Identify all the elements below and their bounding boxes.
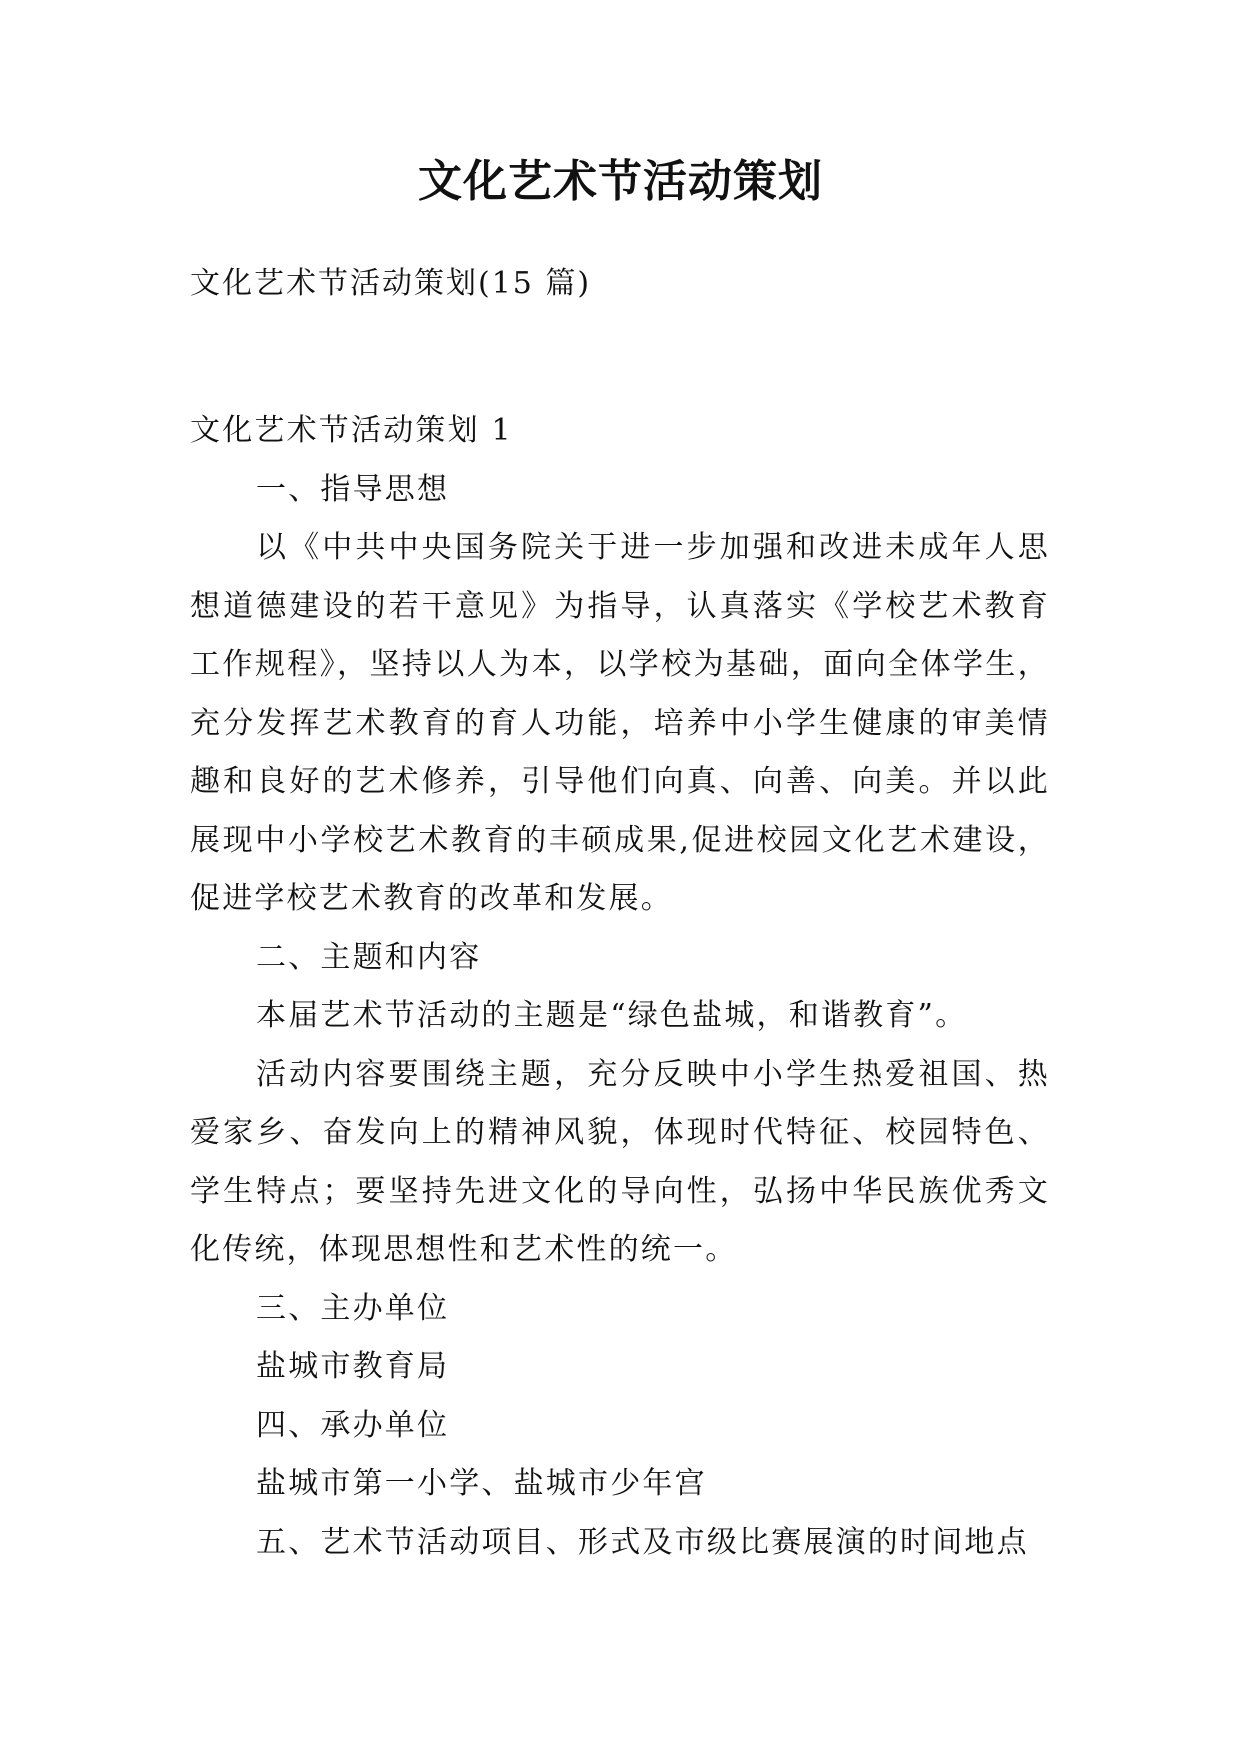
heading-host: 四、承办单位 <box>256 1407 450 1443</box>
heading-guiding-ideology: 一、指导思想 <box>256 471 450 507</box>
heading-organizer: 三、主办单位 <box>256 1290 450 1326</box>
document-body <box>190 402 1050 1572</box>
heading-activities: 五、艺术节活动项目、形式及市级比赛展演的时间地点 <box>256 1524 1029 1560</box>
paragraph-content: 活动内容要围绕主题，充分反映中小学生热爱祖国、热爱家乡、奋发向上的精神风貌，体现时代特征、校园特色、学生特点；要坚持先进文化的导向性，弘扬中华民族优秀文化传统，体现思想性和艺术性的统一。 <box>190 1056 1050 1267</box>
paragraph-guiding-ideology: 以《中共中央国务院关于进一步加强和改进未成年人思想道德建设的若干意见》为指导，认真落实《学校艺术教育工作规程》，坚持以人为本，以学校为基础，面向全体学生，充分发挥艺术教育的育人功能，培养中小学生健康的审美情趣和良好的艺术修养，引导他们向真、向善、向美。并以此展现中小学校艺术教育的丰硕成果,促进校园文化艺术建设，促进学校艺术教育的改革和发展。 <box>190 530 1050 916</box>
paragraph-host: 盐城市第一小学、盐城市少年宫 <box>256 1466 707 1501</box>
paragraph-theme: 本届艺术节活动的主题是“绿色盐城，和谐教育”。 <box>256 998 968 1033</box>
paragraph-organizer: 盐城市教育局 <box>256 1349 450 1384</box>
section-heading: 文化艺术节活动策划 1 <box>190 413 513 448</box>
document-title: 文化艺术节活动策划 <box>418 156 823 207</box>
heading-theme-content: 二、主题和内容 <box>256 939 482 975</box>
document-subtitle: 文化艺术节活动策划(15 篇) <box>190 266 592 301</box>
